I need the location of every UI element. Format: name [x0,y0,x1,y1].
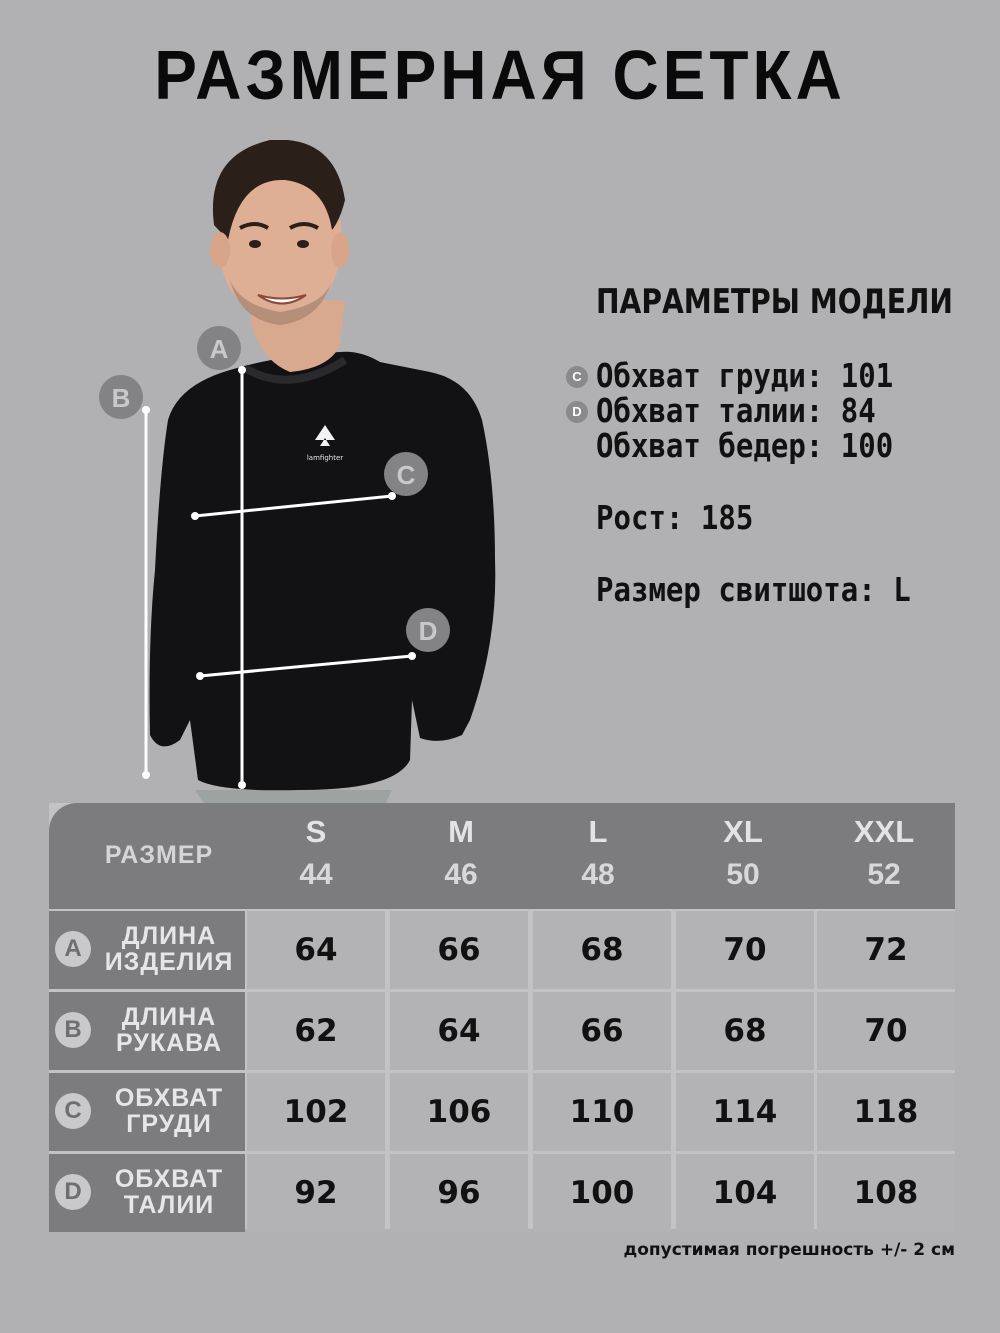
size-table-header [49,803,955,909]
table-cell: 110 [533,1073,671,1151]
badge-b-icon: B [55,1012,91,1048]
row-label-chest [49,1073,245,1151]
table-cell: 108 [817,1154,955,1232]
param-size: Размер свитшота: L [596,570,911,609]
table-cell: 92 [247,1154,385,1232]
size-column-header: S 44 [299,814,333,891]
table-cell: 106 [390,1073,528,1151]
svg-text:B: B [111,383,131,413]
table-cell: 70 [676,911,814,989]
table-cell: 62 [247,992,385,1070]
badge-d-icon: D [55,1174,91,1210]
table-cell: 64 [247,911,385,989]
row-label-waist [49,1154,245,1232]
param-chest: Обхват груди: 101 [596,356,894,395]
table-cell: 102 [247,1073,385,1151]
size-column-header: XL 50 [723,814,763,891]
badge-c-icon [384,452,428,496]
table-cell: 68 [676,992,814,1070]
row-label-text: ДЛИНА ИЗДЕЛИЯ [104,922,234,976]
table-cell: 72 [817,911,955,989]
row-label-length [49,911,245,989]
badge-d-icon [406,608,450,652]
waist-badge-icon: D [566,401,588,423]
table-cell: 114 [676,1073,814,1151]
badge-b-icon [99,375,143,419]
chest-badge-icon: C [566,366,588,388]
row-label-text: ДЛИНА РУКАВА [115,1003,223,1057]
tolerance-note: допустимая погрешность +/- 2 см [623,1240,955,1260]
table-cell: 66 [390,911,528,989]
table-cell: 96 [390,1154,528,1232]
size-table [49,803,955,1229]
page-title: РАЗМЕРНАЯ СЕТКА [154,36,846,114]
row-label-text: ОБХВАТ ТАЛИИ [114,1165,224,1219]
param-waist: Обхват талии: 84 [596,391,876,430]
param-hips: Обхват бедер: 100 [596,426,894,465]
size-header-label: РАЗМЕР [104,841,214,869]
size-column-header: L 48 [581,814,615,891]
row-label-sleeve [49,992,245,1070]
size-column-header: XXL 52 [853,814,915,891]
table-cell: 66 [533,992,671,1070]
table-cell: 64 [390,992,528,1070]
badge-a-icon [197,326,241,370]
table-cell: 70 [817,992,955,1070]
svg-text:A: A [209,334,229,364]
table-cell: 118 [817,1073,955,1151]
size-column-header: M 46 [444,814,478,891]
param-height: Рост: 185 [596,498,754,537]
model-params-title: ПАРАМЕТРЫ МОДЕЛИ [596,282,953,322]
badge-c-icon: C [55,1093,91,1129]
brand-logo-text: lamfighter [306,454,344,462]
svg-text:C: C [396,460,416,490]
table-cell: 68 [533,911,671,989]
model-illustration [95,140,555,805]
badge-a-icon: A [55,931,91,967]
svg-text:D: D [418,616,438,646]
table-cell: 104 [676,1154,814,1232]
table-cell: 100 [533,1154,671,1232]
row-label-text: ОБХВАТ ГРУДИ [114,1084,224,1138]
